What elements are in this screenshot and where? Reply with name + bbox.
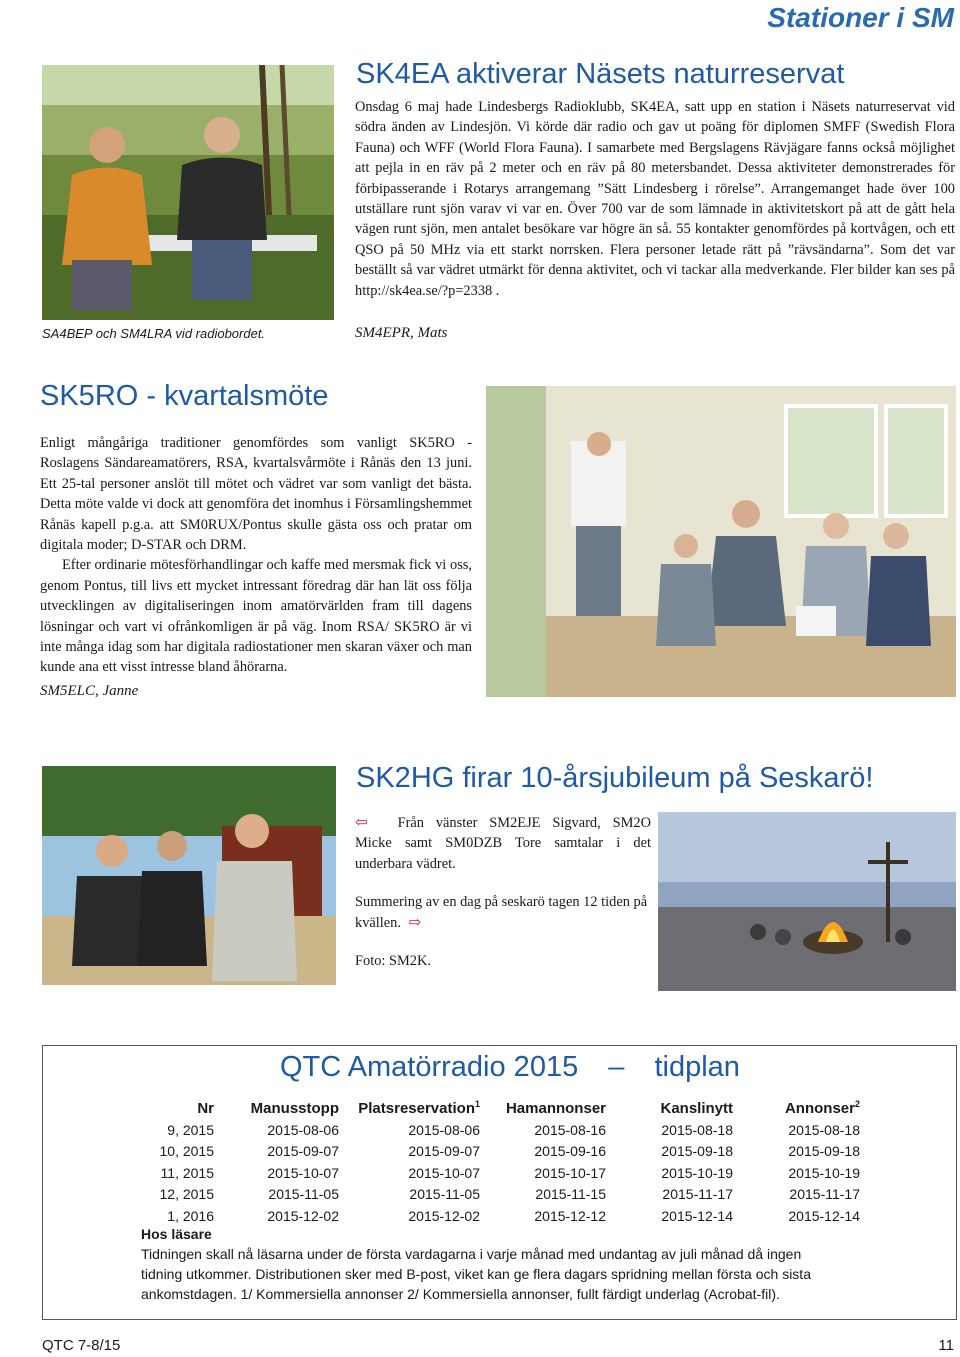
photo-credit: Foto: SM2K.	[355, 953, 431, 970]
table-cell: 2015-08-18	[788, 1121, 860, 1138]
caption-block	[355, 813, 651, 971]
caption-right	[355, 892, 651, 933]
table-cell: 2015-11-05	[268, 1186, 339, 1203]
table-cell: 11, 2015	[160, 1164, 214, 1181]
table-cell: 10, 2015	[159, 1143, 214, 1160]
table-cell: 2015-12-14	[661, 1207, 733, 1224]
column-header: Nr	[197, 1099, 214, 1117]
schedule-table	[141, 1097, 860, 1227]
column-header: Hamannonser	[505, 1099, 606, 1117]
table-row	[141, 1119, 860, 1141]
table-row	[141, 1162, 860, 1184]
notes-text: Tidningen skall nå läsarna under de första vardagarna i varje månad med undantag av juli månad då ingen tidning utkommer. Distributionen sker med B-post, viket kan ge flera dagars spridning mellan första och sista ankomstdagen. 1/ Kommersiella annonser 2/ Kommersiella annonser, fullt färdigt underlag (Acrobat-fil).	[141, 1246, 811, 1302]
schedule-title-dash: –	[608, 1051, 625, 1083]
table-row	[141, 1141, 860, 1163]
table-cell: 2015-09-18	[788, 1143, 860, 1160]
footer-issue: QTC 7-8/15	[42, 1337, 121, 1354]
table-cell: 12, 2015	[159, 1186, 214, 1203]
table-cell: 2015-11-17	[789, 1186, 860, 1203]
article-signature: SM5ELC, Janne	[40, 683, 139, 699]
article-paragraph: Onsdag 6 maj hade Lindesbergs Radioklubb, SK4EA, satt upp en station i Näsets naturreservat vid södra änden av Lindesjön. Vi körde där radio och gav ut poäng för diplomen SMFF (Swedish Flora Fauna) och WFF (World Flora Fauna). I samarbete med Bergslagens Rävjägare fanns också möjlighet att pejla in en räv på 2 meter och en räv på 80 metersbandet. Dessa aktiviteter demonstrerades för förbipasserande i Rotarys arrangemang ”Sätt Lindesberg i rörelse”. Arrangemanget hade över 100 utställare runt sjön varav vi var en. Över 700 var de som lämnade in aktivitetskort på att de gått hela vägen runt sjön, men antalet besökare var högre än så. 55 kontakter genomfördes på kortvågen, och ett QSO på 50 MHz via ett starkt norrsken. Flera personer letade rätt på ”rävsändarna”. Som det var beställt så var vädret utmärkt för denna aktivitet, och vi tackar alla medverkande. Fler bilder kan ses på http://sk4ea.se/?p=2338 .	[355, 99, 955, 299]
notes-heading: Hos läsare	[141, 1226, 212, 1242]
article-body	[355, 97, 955, 301]
schedule-box	[42, 1045, 957, 1320]
table-cell: 2015-10-19	[661, 1164, 733, 1181]
caption-text: Summering av en dag på seskarö tagen 12 tiden på kvällen.	[355, 894, 648, 931]
caption-text: Från vänster SM2EJE Sigvard, SM2O Micke samt SM0DZB Tore samtalar i det underbara vädret.	[355, 815, 651, 872]
photo-meeting-room	[486, 386, 956, 697]
table-cell: 2015-12-12	[534, 1207, 606, 1224]
table-cell: 2015-11-17	[662, 1186, 733, 1203]
article-body	[40, 433, 472, 678]
table-cell: 2015-08-06	[267, 1121, 339, 1138]
caption-left	[355, 813, 651, 874]
article-signature: SM4EPR, Mats	[355, 325, 448, 341]
section-header: Stationer i SM	[767, 2, 954, 33]
schedule-title-sub: tidplan	[654, 1051, 740, 1083]
schedule-notes	[141, 1224, 841, 1304]
column-header: Annonser$^2$	[784, 1099, 860, 1117]
table-cell: 2015-09-07	[408, 1143, 480, 1160]
article-title: SK2HG firar 10-årsjubileum på Seskarö!	[356, 762, 874, 794]
photo-three-men	[42, 766, 336, 985]
table-cell: 2015-09-16	[534, 1143, 606, 1160]
table-cell: 2015-08-16	[534, 1121, 606, 1138]
column-header: Kanslinytt	[660, 1099, 733, 1117]
table-cell: 2015-08-18	[661, 1121, 733, 1138]
schedule-header-row	[141, 1097, 860, 1119]
table-row	[141, 1184, 860, 1206]
footer-page-number: 11	[938, 1337, 954, 1354]
table-cell: 9, 2015	[167, 1121, 214, 1138]
table-cell: 2015-12-02	[267, 1207, 339, 1224]
table-cell: 1, 2016	[167, 1207, 214, 1224]
photo-caption: SA4BEP och SM4LRA vid radiobordet.	[42, 326, 266, 341]
table-cell: 2015-12-14	[788, 1207, 860, 1224]
table-cell: 2015-09-18	[661, 1143, 733, 1160]
article-title: SK5RO - kvartalsmöte	[40, 380, 329, 412]
article-paragraph: Efter ordinarie mötesförhandlingar och kaffe med mersmak fick vi oss, genom Pontus, till livs ett mycket intressant föredrag där han lät oss följa utvecklingen av digitaliseringen inom amatörvärlden fram till dagens lösningar och vart vi ofrånkomligen är på väg. Inom RSA/ SK5RO är vi inte många idag som har digitala radiostationer men skaran växer och man kunde ana ett visst intresse bland åhörarna.	[40, 557, 472, 676]
photo-radio-table	[42, 65, 334, 320]
table-cell: 2015-11-05	[409, 1186, 480, 1203]
schedule-title	[280, 1051, 740, 1084]
table-cell: 2015-09-07	[267, 1143, 339, 1160]
photo-campfire	[658, 812, 956, 991]
table-cell: 2015-10-07	[267, 1164, 339, 1181]
table-cell: 2015-11-15	[535, 1186, 606, 1203]
table-cell: 2015-10-17	[534, 1164, 606, 1181]
arrow-left-icon: ⇦	[355, 815, 368, 831]
article-paragraph: Enligt mångåriga traditioner genomfördes som vanligt SK5RO - Roslagens Sändareamatörers, RSA, kvartalsvårmöte i Rånäs den 13 juni. Ett 25-tal personer anslöt till mötet och vädret var som vanligt det bästa. Detta möte valde vi dock att genomföra det inomhus i Församlingshemmet Rånäs kapell p.g.a. att SM0RUX/Pontus skulle gästa oss och pratar om digitala moder; D-STAR och DRM.	[40, 435, 472, 554]
table-cell: 2015-12-02	[408, 1207, 480, 1224]
arrow-right-icon: ⇨	[408, 914, 422, 931]
column-header: Manusstopp	[250, 1099, 339, 1117]
schedule-title-main: QTC Amatörradio 2015	[280, 1051, 579, 1083]
table-cell: 2015-10-07	[408, 1164, 480, 1181]
table-cell: 2015-10-19	[788, 1164, 860, 1181]
table-cell: 2015-08-06	[408, 1121, 480, 1138]
article-title: SK4EA aktiverar Näsets naturreservat	[356, 58, 845, 90]
column-header: Platsreservation$^1$	[358, 1099, 480, 1117]
